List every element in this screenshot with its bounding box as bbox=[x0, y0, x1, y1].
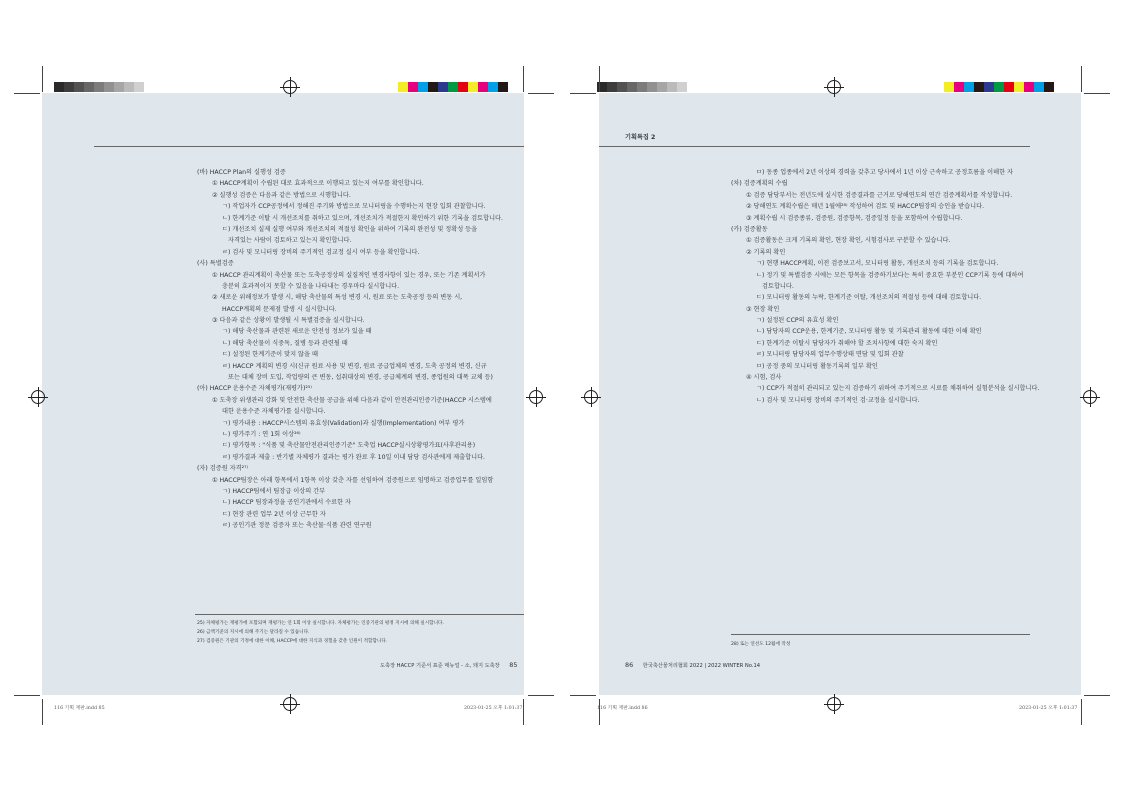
crop-mark bbox=[599, 66, 600, 92]
text-line: 또는 대체 장비 도입, 작업량의 큰 변동, 섭취대상의 변경, 공급체계의 변경, 종업원의 대폭 교체 등) bbox=[228, 374, 493, 382]
color-swatch bbox=[607, 82, 617, 92]
right-footnotes bbox=[731, 640, 790, 649]
crop-mark bbox=[14, 695, 40, 696]
registration-mark-icon bbox=[827, 697, 841, 711]
color-swatch bbox=[468, 82, 478, 92]
color-swatch bbox=[1014, 82, 1024, 92]
crop-mark bbox=[1084, 93, 1110, 94]
registration-mark-icon bbox=[283, 697, 297, 711]
color-swatch bbox=[677, 82, 687, 92]
text-line: ㄴ) 평가주기 : 연 1회 이상²⁶⁾ bbox=[222, 430, 301, 438]
color-swatch bbox=[627, 82, 637, 92]
color-swatch bbox=[994, 82, 1004, 92]
text-line: ㅁ) 동종 업종에서 2년 이상의 경력을 갖추고 당사에서 1년 이상 근속하고 공정흐름을 이해한 자 bbox=[756, 169, 1014, 176]
text-line: ㄱ) 평가내용 : HACCP시스템의 유효성(Validation)과 실행(Implementation) 여부 평가 bbox=[222, 419, 465, 427]
footnote: 26) 금액기준의 지시에 의해 주기는 달라질 수 있습니다. bbox=[197, 630, 310, 635]
color-swatch bbox=[944, 82, 954, 92]
color-swatch bbox=[54, 82, 64, 92]
color-swatch bbox=[637, 82, 647, 92]
crop-mark bbox=[570, 695, 596, 696]
footer-title: 한국축산물처리협회 2022 | 2022 WINTER No.14 bbox=[642, 663, 761, 669]
color-swatch bbox=[1044, 82, 1054, 92]
color-swatch bbox=[114, 82, 124, 92]
top-rule bbox=[599, 146, 1030, 147]
registration-mark-icon bbox=[827, 80, 841, 94]
text-line: ② 실행성 검증은 다음과 같은 방법으로 시행합니다. bbox=[212, 191, 351, 199]
footer-title: 도축장 HACCP 기준서 표준 매뉴얼 - 소, 돼지 도축장 bbox=[380, 663, 500, 669]
color-swatch bbox=[64, 82, 74, 92]
color-swatch bbox=[954, 82, 964, 92]
color-swatch bbox=[134, 82, 144, 92]
text-line: ① 검증활동은 크게 기록의 확인, 현장 확인, 시험검사로 구분할 수 있습니다. bbox=[746, 237, 951, 245]
registration-mark-icon bbox=[529, 390, 543, 404]
gray-calibration-bar-right bbox=[597, 82, 687, 92]
registration-mark-icon bbox=[1083, 390, 1097, 404]
text-line: ㄹ) 공인기관 정문 검증자 또는 축산물·식품 관련 연구원 bbox=[222, 522, 372, 530]
crop-mark bbox=[14, 93, 40, 94]
color-swatch bbox=[74, 82, 84, 92]
text-line: ㄹ) 모니터링 담당자의 업무수행상태 면담 및 입회 관찰 bbox=[756, 351, 904, 359]
text-line: ㄱ) 작업자가 CCP공정에서 정해진 주기와 방법으로 모니터링을 수행하는지 현장 입회 관찰합니다. bbox=[222, 203, 486, 211]
color-swatch bbox=[124, 82, 134, 92]
text-line: 충분히 효과적이지 못할 수 있음을 나타내는 경우마다 실시합니다. bbox=[222, 282, 400, 290]
text-line: ㄴ) 정기 및 특별검증 시에는 모든 항목을 검증하기보다는 특히 중요한 부분인 CCP기록 등에 대하여 bbox=[756, 271, 1024, 279]
text-line: ㄹ) 평가결과 제출 : 반기별 자체평가 결과는 평가 완료 후 10일 이내 담당 검사관에게 제출합니다. bbox=[222, 453, 486, 461]
left-body-text bbox=[197, 167, 503, 532]
text-line: ① HACCP팀장은 아래 항목에서 1항목 이상 갖춘 자를 선임하여 검증원으로 임명하고 검증업무를 일임함 bbox=[212, 476, 494, 484]
text-line: ④ 시험, 검사 bbox=[746, 374, 782, 382]
text-line: ㄷ) 평가항목 : "식품 및 축산물안전관리인증기준" 도축업 HACCP실시상황평가표(사후관리용) bbox=[222, 442, 476, 450]
left-footer bbox=[380, 661, 517, 669]
text-line: ㄴ) 담당자의 CCP운용, 한계기준, 모니터링 활동 및 기록관리 활동에 대한 이해 확인 bbox=[756, 328, 982, 336]
text-line: ② 새로운 위해정보가 발생 시, 해당 축산물의 특성 변경 시, 원료 또는 도축공정 등의 변동 시, bbox=[212, 294, 463, 302]
text-line: ㄱ) CCP가 적절히 관리되고 있는지 검증하기 위하여 주기적으로 시료를 채취하여 실험분석을 실시합니다. bbox=[756, 385, 1040, 393]
color-swatch bbox=[974, 82, 984, 92]
text-line: ③ 계획수립 시 검증종류, 검증원, 검증항목, 검증일정 등을 포함하여 수립합니다. bbox=[746, 214, 963, 222]
color-swatch bbox=[617, 82, 627, 92]
text-line: ㄷ) 한계기준 이탈시 담당자가 취해야 할 조치사항에 대한 숙지 확인 bbox=[756, 339, 938, 347]
registration-mark-icon bbox=[283, 80, 297, 94]
text-line: ③ 다음과 같은 상황이 발생될 시 특별검증을 실시합니다. bbox=[212, 317, 365, 325]
left-footnotes bbox=[197, 619, 444, 646]
text-line: ㄱ) 설정된 CCP의 유효성 확인 bbox=[756, 317, 839, 325]
text-line: 자격있는 사람이 검토하고 있는지 확인합니다. bbox=[228, 237, 352, 245]
text-line: (자) 검증원 자격²⁷⁾ bbox=[197, 465, 249, 473]
crop-mark bbox=[42, 699, 43, 725]
crop-mark bbox=[523, 699, 524, 725]
color-swatch bbox=[1024, 82, 1034, 92]
text-line: ③ 현장 확인 bbox=[746, 305, 780, 313]
color-swatch bbox=[1034, 82, 1044, 92]
text-line: ㄴ) 검사 및 모니터링 장비의 주기적인 검·교정을 실시합니다. bbox=[756, 396, 920, 404]
crop-mark bbox=[528, 695, 554, 696]
color-swatch bbox=[1004, 82, 1014, 92]
color-swatch bbox=[84, 82, 94, 92]
color-calibration-bar-right bbox=[944, 82, 1054, 92]
text-line: 대한 운용수준 자체평가를 실시합니다. bbox=[222, 408, 326, 416]
page-number: 86 bbox=[625, 661, 634, 669]
text-line: ㅁ) 공정 중의 모니터링 활동기록의 일부 확인 bbox=[756, 362, 878, 370]
text-line: ㄷ) 모니터링 활동의 누락, 한계기준 이탈, 개선조치의 적절성 등에 대해 검토합니다. bbox=[756, 294, 982, 302]
file-slug: 116 기획 재판.indd 86 bbox=[597, 706, 648, 711]
text-line: ㄹ) HACCP 계획의 변경 시(신규 원료 사용 및 변경, 원료 공급업체의 변경, 도축 공정의 변경, 신규 bbox=[222, 362, 487, 370]
text-line: (카) 검증활동 bbox=[731, 225, 768, 233]
text-line: (사) 특별검증 bbox=[197, 260, 234, 268]
text-line: ① HACCP계획이 수립된 대로 효과적으로 이행되고 있는지 여부를 확인합니다. bbox=[212, 180, 424, 188]
text-line: (차) 검증계획의 수립 bbox=[731, 180, 788, 188]
crop-mark bbox=[599, 699, 600, 725]
crop-mark bbox=[1084, 695, 1110, 696]
text-line: ㄱ) HACCP팀에서 팀장급 이상의 간부 bbox=[222, 487, 326, 495]
text-line: ① HACCP 관리계획이 축산물 또는 도축공정상의 실질적인 변경사항이 있는 경우, 또는 기존 계획서가 bbox=[212, 271, 486, 279]
color-swatch bbox=[458, 82, 468, 92]
color-swatch bbox=[408, 82, 418, 92]
color-swatch bbox=[667, 82, 677, 92]
text-line: ㄱ) 현행 HACCP계획, 이전 검증보고서, 모니터링 활동, 개선조치 등의 기록을 검토합니다. bbox=[756, 260, 999, 268]
text-line: HACCP계획의 문제점 발생 시 실시합니다. bbox=[222, 305, 337, 313]
right-footer bbox=[625, 661, 760, 669]
text-line: ㄷ) 현장 관련 업무 2년 이상 근무한 자 bbox=[222, 510, 326, 518]
text-line: (아) HACCP 운용수준 자체평가(재평가)²⁵⁾ bbox=[197, 385, 312, 393]
text-line: ㄷ) 설정된 한계기준이 맞지 않을 때 bbox=[222, 351, 318, 359]
color-swatch bbox=[438, 82, 448, 92]
crop-mark bbox=[42, 66, 43, 92]
footnote-rule bbox=[195, 614, 524, 615]
text-line: ㄴ) 한계기준 이탈 시 개선조치를 취하고 있으며, 개선조치가 적절한지 확인하기 위한 기록을 검토합니다. bbox=[222, 214, 503, 222]
footnote-rule bbox=[731, 634, 1030, 635]
color-swatch bbox=[657, 82, 667, 92]
color-swatch bbox=[398, 82, 408, 92]
file-slug: 116 기획 재판.indd 85 bbox=[54, 706, 105, 711]
footnote: 27) 검증원은 기관의 기정에 대한 이해, HACCP에 대한 지식과 경험을 갖춘 인원이 적합합니다. bbox=[197, 639, 388, 644]
page-number: 85 bbox=[509, 661, 518, 669]
color-calibration-bar-left bbox=[398, 82, 508, 92]
text-line: (바) HACCP Plan의 실행성 검증 bbox=[197, 169, 286, 176]
registration-mark-icon bbox=[584, 390, 598, 404]
crop-mark bbox=[528, 93, 554, 94]
file-timestamp: 2023-01-25 오후 1:01:37 bbox=[464, 706, 523, 711]
color-swatch bbox=[448, 82, 458, 92]
color-swatch bbox=[488, 82, 498, 92]
top-rule bbox=[94, 146, 524, 147]
footnote: 28) 또는 연선도 12월에 작성 bbox=[731, 642, 791, 647]
color-swatch bbox=[418, 82, 428, 92]
color-swatch bbox=[94, 82, 104, 92]
text-line: ㄴ) HACCP 팀장과정을 공인기관에서 수료한 자 bbox=[222, 499, 352, 507]
text-line: 검토합니다. bbox=[762, 282, 794, 290]
color-swatch bbox=[104, 82, 114, 92]
color-swatch bbox=[647, 82, 657, 92]
text-line: ① 검증 담당부서는 전년도에 실시한 검증결과를 근거로 당해연도의 연간 검증계획서를 작성합니다. bbox=[746, 191, 1013, 199]
gray-calibration-bar-left bbox=[54, 82, 144, 92]
right-body-text bbox=[731, 167, 1039, 406]
color-swatch bbox=[984, 82, 994, 92]
text-line: ㄱ) 해당 축산물과 관련된 새로운 안전성 정보가 있을 때 bbox=[222, 328, 372, 336]
crop-mark bbox=[570, 93, 596, 94]
text-line: ㄴ) 해당 축산물이 식중독, 질병 등과 관련될 때 bbox=[222, 339, 348, 347]
section-header: 기획특집 2 bbox=[625, 134, 656, 141]
color-swatch bbox=[478, 82, 488, 92]
footnote: 25) 자체평가는 재평가에 포함되며 재평가는 연 1회 이상 실시합니다. 자체평가는 인증기관의 평정 지시에 의해 실시합니다. bbox=[197, 621, 444, 626]
crop-mark bbox=[523, 66, 524, 92]
registration-mark-icon bbox=[31, 390, 45, 404]
file-timestamp: 2023-01-25 오후 1:01:37 bbox=[1019, 706, 1078, 711]
text-line: ② 당해연도 계획수립은 매년 1월에²⁸⁾ 작성하여 검토 및 HACCP팀장의 승인을 받습니다. bbox=[746, 203, 985, 211]
text-line: ㄷ) 개선조치 실제 실행 여부와 개선조치의 적절성 확인을 위하여 기록의 완전성 및 정확성 등을 bbox=[222, 225, 478, 233]
text-line: ① 도축장 위생관리 강화 및 안전한 축산물 공급을 위해 다음과 같이 안전관리인증기준(HACCP 시스템에 bbox=[212, 396, 492, 404]
crop-mark bbox=[1081, 699, 1082, 725]
color-swatch bbox=[498, 82, 508, 92]
color-swatch bbox=[428, 82, 438, 92]
text-line: ② 기록의 확인 bbox=[746, 248, 786, 256]
color-swatch bbox=[964, 82, 974, 92]
crop-mark bbox=[1081, 66, 1082, 92]
text-line: ㄹ) 검사 및 모니터링 장비의 주기적인 검교정 실시 여부 등을 확인합니다. bbox=[222, 248, 420, 256]
